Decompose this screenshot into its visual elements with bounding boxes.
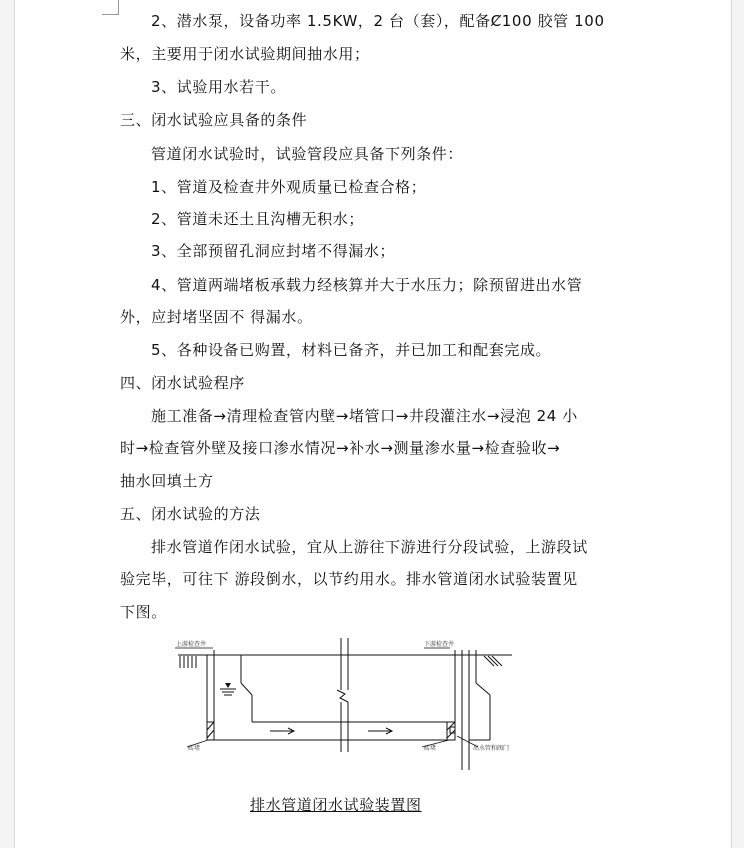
- water-level-symbol: [220, 683, 236, 695]
- outlet-valve-label: 出水管和阀门: [473, 745, 510, 752]
- text-line: 排水管道作闭水试验，宜从上游往下游进行分段试验，上游段试: [151, 538, 588, 556]
- text-line: 2、潜水泵，设备功率 1.5KW，2 台（套），配备Ȼ100 胶管 100: [151, 12, 605, 30]
- soil-hatch-left: [180, 656, 196, 668]
- text-line: 1、管道及检查井外观质量已检查合格；: [151, 178, 427, 196]
- downstream-well: [455, 650, 490, 770]
- section-heading: 五、闭水试验的方法: [120, 505, 261, 523]
- text-line: 米，主要用于闭水试验期间抽水用；: [120, 45, 370, 63]
- text-line: 验完毕，可往下 游段倒水，以节约用水。排水管道闭水试验装置见: [120, 570, 578, 588]
- figure-caption: 排水管道闭水试验装置图: [250, 796, 422, 814]
- plug-right-label: 砖堵: [424, 745, 437, 752]
- text-line: 3、试验用水若干。: [151, 78, 286, 96]
- margin-corner-mark: [102, 0, 119, 15]
- text-line: 4、管道两端堵板承载力经核算并大于水压力；除预留进出水管: [151, 276, 583, 294]
- plug-right: [447, 722, 455, 740]
- text-line: 施工准备→清理检查管内壁→堵管口→井段灌注水→浸泡 24 小: [151, 407, 578, 425]
- soil-hatch-right: [484, 656, 502, 666]
- text-line: 抽水回填土方: [120, 472, 214, 490]
- section-heading: 三、闭水试验应具备的条件: [120, 111, 308, 129]
- section-heading: 四、闭水试验程序: [120, 374, 245, 392]
- text-line: 下图。: [120, 603, 167, 621]
- leader-lines: [175, 648, 478, 747]
- closed-water-test-diagram: [0, 630, 744, 820]
- text-line: 5、各种设备已购置，材料已备齐，并已加工和配套完成。: [151, 341, 552, 359]
- flow-arrows: [270, 728, 392, 734]
- downstream-well-label: 下游检查井: [424, 641, 455, 648]
- text-line: 时→检查管外壁及接口渗水情况→补水→测量渗水量→检查验收→: [120, 439, 561, 457]
- text-line: 3、全部预留孔洞应封堵不得漏水；: [151, 242, 396, 260]
- pipe: [214, 722, 447, 740]
- upstream-well-label: 上游检查井: [176, 641, 207, 648]
- text-line: 管道闭水试验时，试验管段应具备下列条件：: [151, 145, 464, 163]
- text-line: 2、管道未还土且沟槽无积水；: [151, 210, 364, 228]
- plug-left: [207, 722, 214, 740]
- text-line: 外，应封堵坚固不 得漏水。: [120, 308, 313, 326]
- plug-left-label: 砖堵: [188, 745, 201, 752]
